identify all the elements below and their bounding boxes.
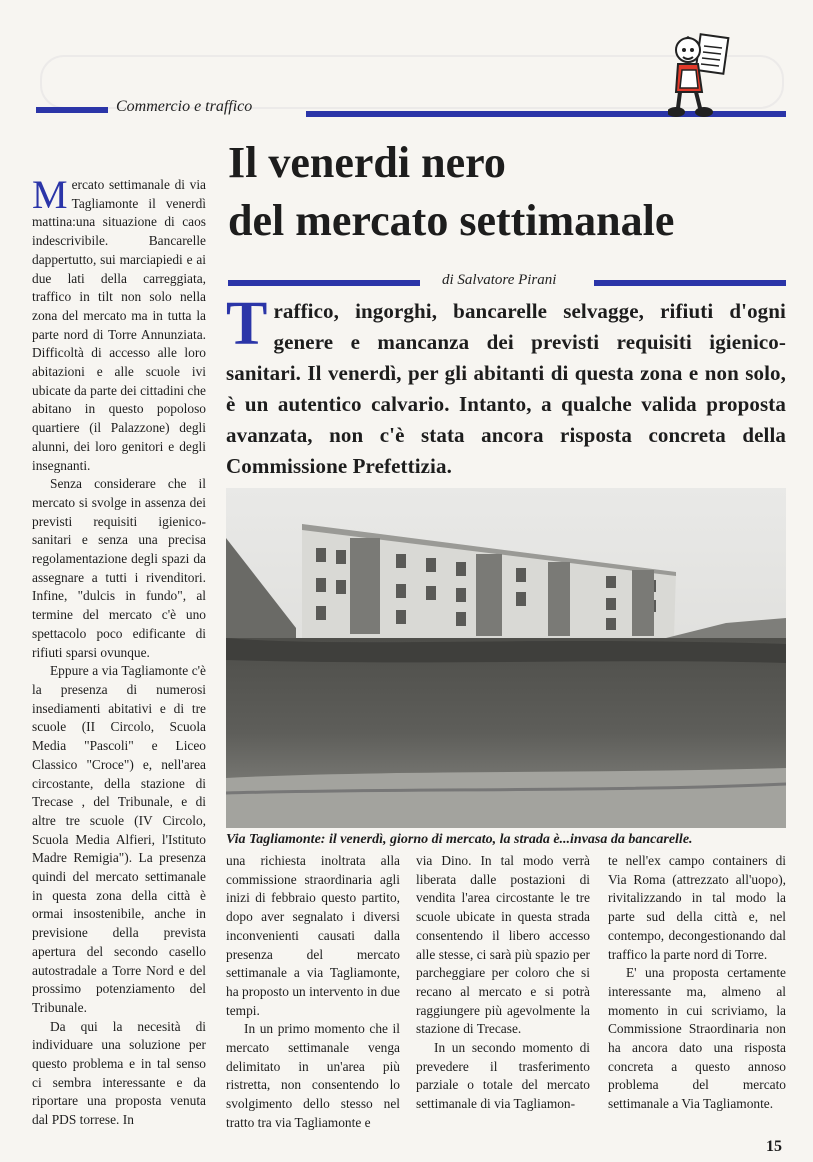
mascot-reader-icon — [668, 30, 730, 124]
column-paragraph: Senza considerare che il mercato si svolge in assenza dei previsti requisiti igienico-sanitari e senza una precisa regolamentazione degli spazi da assegnare a tutti i rivenditori. Infine, "dulcis in fundo", al termine del mercato c'è uno spettacolo poco edificante di rifiuti sparsi ovunque. — [32, 476, 206, 660]
byline-rule-left — [228, 280, 420, 286]
column-paragraph: Eppure a via Tagliamonte c'è la presenza di numerosi insediamenti abitativi e di tre scuole (II Circolo, Scuola Media "Pascoli" e Liceo Classico "Croce") e, nell'area circostante, della stazione di Trecase , del Tribunale, e di altre tre scuole (IV Circolo, Scuola Media Alfieri, l'Istituto Madre Remigia"). La presenza quindi del mercato settimanale in questa zona della città è ormai insostenibile, anche in previsione della prevista apertura del secondo casello autostradale a Torre Nord e del prossimo potenziamento del Tribunale. — [32, 663, 206, 1015]
article-column-3 — [416, 852, 590, 1132]
column-paragraph-text: ercato settimanale di via Tagliamonte il venerdì mattina:una situazione di caos indescrivibile. Bancarelle dappertutto, sui marciapiedi e ai due lati della carreggiata, traffico in tilt non solo nella zona del mercato ma in tutta la parte nord di Torre Annunziata. Difficoltà di accesso alle loro abitazioni e alle scuole ivi ubicate da parte dei cittadini che abitano in questo popoloso quartiere (il Palazzone) degli alunni, dei loro genitori e degli insegnanti. — [32, 177, 206, 473]
article-column-2 — [226, 852, 400, 1132]
article-column-1 — [32, 176, 206, 1136]
byline: di Salvatore Pirani — [442, 272, 557, 288]
column-paragraph — [32, 176, 206, 475]
column-paragraph: una richiesta inoltrata alla commissione straordinaria agli inizi di febbraio questo partito, dopo aver segnalato i diversi inconvenienti causati dalla presenza del mercato settimanale a via Tagliamonte, ha proposto un intervento in due tempi. — [226, 853, 400, 1018]
column-dropcap: M — [32, 176, 68, 217]
page-title-line-2: del mercato settimanale — [228, 196, 675, 245]
byline-rule-right — [594, 280, 786, 286]
header-rule-left — [36, 107, 108, 113]
news-photo — [226, 488, 786, 828]
photo-caption: Via Tagliamonte: il venerdì, giorno di mercato, la strada è...invasa da bancarelle. — [226, 832, 693, 847]
lead-dropcap: T — [226, 290, 268, 358]
page-number: 15 — [766, 1138, 782, 1155]
column-paragraph: E' una proposta certamente interessante ma, almeno al momento in cui scriviamo, la Commissione Straordinaria non ha ancora dato una risposta concreta a questo annoso problema del mercato settimanale a Via Tagliamonte. — [608, 965, 786, 1112]
column-paragraph: Da qui la necesità di individuare una soluzione per questo problema e in tal senso ci sembra interessante e da riportare una proposta venuta dal PDS torrese. In — [32, 1018, 206, 1128]
lead-paragraph — [226, 290, 786, 482]
page-title — [228, 134, 788, 250]
column-paragraph: In un primo momento che il mercato settimanale venga delimitato in un'area più ristretta, non consentendo lo svolgimento dello stesso nel tratto tra via Tagliamonte e — [226, 1021, 400, 1130]
article-column-4 — [608, 852, 786, 1132]
lead-text: raffico, ingorghi, bancarelle selvagge, rifiuti d'ogni genere e mancanza dei previsti requisiti igienico-sanitari. Il venerdì, per gli abitanti di questa zona e non solo, è un autentico calvario. Intanto, a qualche valida proposta avanzata, non c'è stata ancora risposta concreta della Commissione Prefettizia. — [226, 299, 786, 478]
photo-image — [226, 488, 786, 828]
column-paragraph: via Dino. In tal modo verrà liberata dalle postazioni di vendita l'area circostante le tre scuole ubicate in questa strada consentendo il libero accesso alle stesse, ci sarà più spazio per parcheggiare per coloro che si recano al mercato e si potrà raggiungere più agevolmente la stazione di Trecase. — [416, 853, 590, 1037]
column-paragraph: In un secondo momento di prevedere il trasferimento parziale o totale del mercato settimanale di via Tagliamon- — [416, 1040, 590, 1112]
section-label: Commercio e traffico — [116, 98, 253, 115]
column-paragraph: te nell'ex campo containers di Via Roma (attrezzato all'uopo), rivitalizzando in tal modo la parte sud della città e, nel contempo, decongestionando dal traffico la parte nord di Torre. — [608, 853, 786, 962]
page-title-line-1: Il venerdi nero — [228, 138, 506, 187]
